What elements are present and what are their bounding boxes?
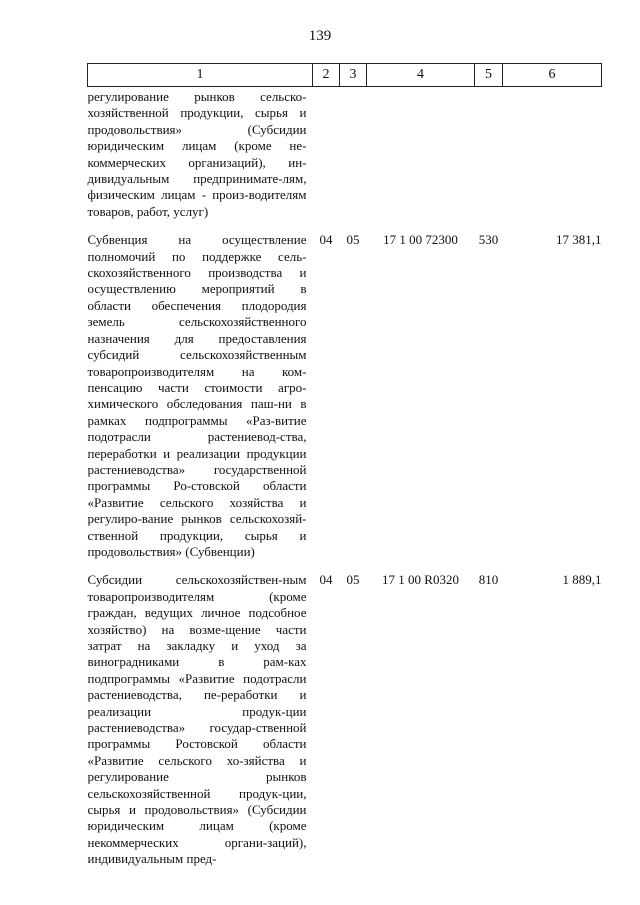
header-col-2: 2 [313, 64, 340, 87]
row-target-article [367, 87, 475, 221]
page-number: 139 [308, 28, 332, 44]
row-amount: 1 889,1 [562, 572, 602, 588]
row-subsection: 05 [346, 572, 360, 588]
header-col-5: 5 [475, 64, 503, 87]
table-row [88, 220, 602, 560]
header-col-4: 4 [367, 64, 475, 87]
row-description: регулирование рынков сельско-хозяйственной продукции, сырья и продовольствия» (Субсидии юридическим лицам (кроме не-коммерческих организаций), ин-дивидуальным предпринимате-лям, физическим лицам - произ-водителям товаров, работ, услуг) [87, 89, 307, 219]
row-section: 04 [319, 232, 333, 248]
row-subsection [340, 87, 367, 221]
row-expense-type: 530 [478, 232, 499, 248]
row-target-article: 17 1 00 72300 [383, 232, 458, 248]
row-subsection: 05 [346, 232, 360, 248]
header-col-3: 3 [340, 64, 367, 87]
budget-table [87, 63, 602, 868]
table-row [88, 560, 602, 867]
row-target-article: 17 1 00 R0320 [382, 572, 459, 588]
table-row [88, 87, 602, 221]
row-amount: 17 381,1 [556, 232, 602, 248]
row-amount [503, 87, 602, 221]
row-expense-type [475, 87, 503, 221]
header-row [88, 64, 602, 87]
row-description: Субвенция на осуществление полномочий по поддержке сель-скохозяйственного производства и осуществлению мероприятий в области обеспечения плодородия земель сельскохозяйственного назначения для предоставления субсидий сельскохозяйственным товаропроизводителям на ком-пенсацию части стоимости агро-химического обследования паш-ни в рамках подпрограммы «Раз-витие подотрасли растениевод-ства, переработки и реализации продукции растениеводства» государственной программы Ро-стовской области «Развитие сельского хозяйства и регулиро-вание рынков сельскохозяй-ственной продукции, сырья и продовольствия» (Субвенции) [87, 232, 307, 559]
row-description: Субсидии сельскохозяйствен-ным товаропроизводителям (кроме граждан, ведущих личное подсобное хозяйство) на возме-щение части затрат на закладку и уход за виноградниками в рам-ках подпрограммы «Развитие подотрасли растениеводства, пе-реработки и реализации продук-ции растениеводства» государ-ственной программы Ростовской области «Развитие сельского хо-зяйства и регулирование рынков сельскохозяйственной продук-ции, сырья и продовольствия» (Субсидии юридическим лицам (кроме некоммерческих органи-заций), индивидуальным пред- [87, 572, 307, 867]
row-section: 04 [319, 572, 333, 588]
row-section [313, 87, 340, 221]
header-col-6: 6 [503, 64, 602, 87]
row-expense-type: 810 [478, 572, 499, 588]
header-col-1: 1 [88, 64, 313, 87]
